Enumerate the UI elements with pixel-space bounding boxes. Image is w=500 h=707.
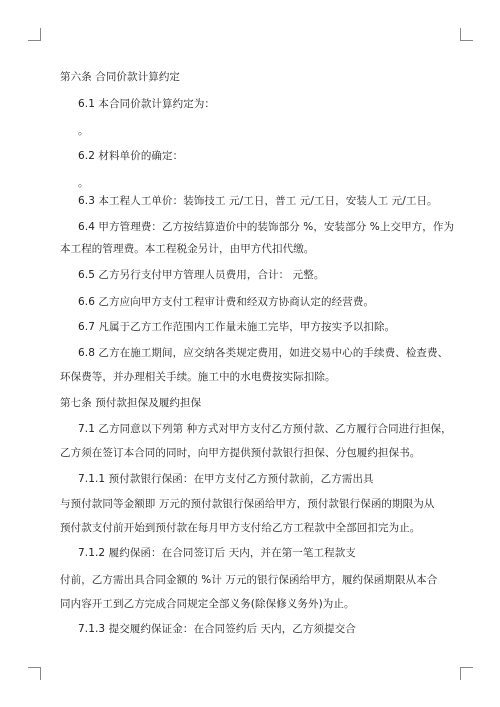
section-heading-article-7: 第七条 预付款担保及履约担保 (60, 397, 202, 409)
clause-6-8: 6.8 乙方在施工期间，应交纳各类规定费用，如进交易中心的手续费、检查费、 (78, 347, 449, 359)
clause-6-4: 6.4 甲方管理费：乙方按结算造价中的装饰部分 %，安装部分 %上交甲方，作为 (78, 221, 455, 233)
clause-6-6: 6.6 乙方应向甲方支付工程审计费和经双方协商认定的经营费。 (78, 296, 375, 308)
clause-7-1: 7.1 乙方同意以下列第 种方式对甲方支付乙方预付款、乙方履行合同进行担保， (78, 423, 452, 435)
clause-7-1-2-cont-2: 同内容开工到乙方完成合同规定全部义务(除保修义务外)为止。 (60, 598, 355, 610)
crop-mark-top-left (28, 28, 41, 41)
clause-7-1-cont: 乙方须在签订本合同的同时，向甲方提供预付款银行担保、分包履约担保书。 (60, 447, 421, 459)
clause-6-7: 6.7 凡属于乙方工作范围内工作量未施工完毕，甲方按实予以扣除。 (78, 321, 396, 333)
clause-7-1-1-cont-1: 与预付款同等金额即 万元的预付款银行保函给甲方，预付款银行保函的期限为从 (60, 498, 435, 510)
section-heading-article-6: 第六条 合同价款计算约定 (60, 71, 181, 83)
clause-6-2-blank: 。 (78, 177, 89, 189)
clause-7-1-3: 7.1.3 提交履约保证金：在合同签约后 天内，乙方须提交合 (78, 623, 356, 635)
clause-7-1-1: 7.1.1 预付款银行保函：在甲方支付乙方预付款前，乙方需出具 (78, 473, 374, 485)
crop-mark-top-right (460, 28, 473, 41)
clause-6-5: 6.5 乙方另行支付甲方管理人员费用，合计： 元整。 (78, 269, 325, 281)
clause-7-1-2-cont-1: 付前，乙方需出具合同金额的 %计 万元的银行保函给甲方，履约保函期限从本合 (60, 574, 438, 586)
clause-6-3: 6.3 本工程人工单价：装饰技工 元/工日，普工 元/工日，安装人工 元/工日。 (78, 195, 438, 207)
clause-6-8-cont: 环保费等，并办理相关手续。施工中的水电费按实际扣除。 (60, 371, 336, 383)
clause-7-1-1-cont-2: 预付款支付前开始到预付款在每月甲方支付给乙方工程款中全部回扣完为止。 (60, 522, 421, 534)
clause-6-2: 6.2 材料单价的确定： (78, 150, 184, 162)
clause-6-1-blank: 。 (78, 125, 89, 137)
clause-6-1: 6.1 本合同价款计算约定为： (78, 98, 216, 110)
crop-mark-bottom-right (460, 667, 473, 680)
clause-7-1-2: 7.1.2 履约保函：在合同签订后 天内，并在第一笔工程款支 (78, 547, 356, 559)
clause-6-4-cont: 本工程的管理费。本工程税金另计，由甲方代扣代缴。 (60, 243, 315, 255)
crop-mark-bottom-left (28, 667, 41, 680)
